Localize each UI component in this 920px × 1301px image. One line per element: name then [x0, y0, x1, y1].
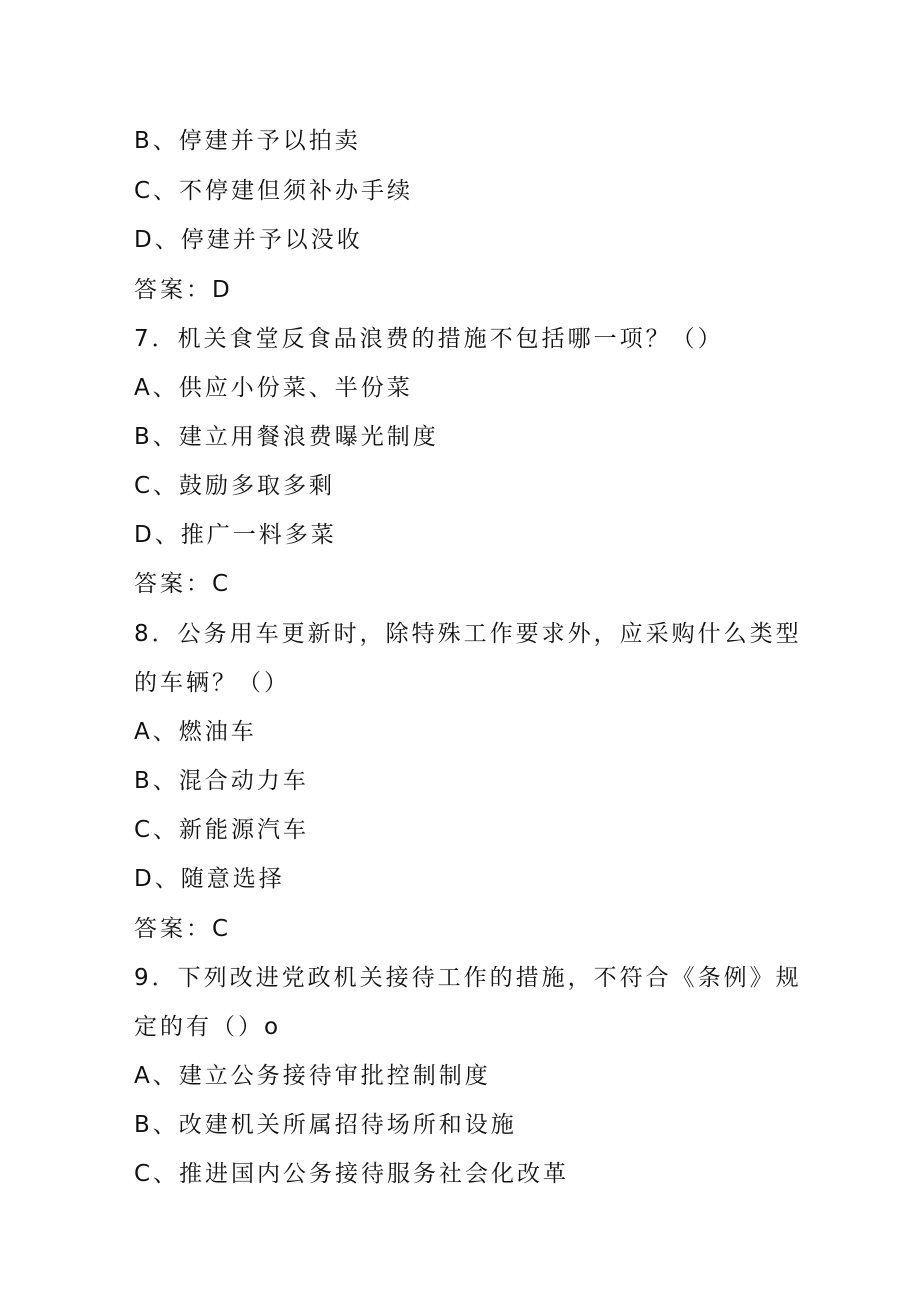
- q8-question-line1: 8．公务用车更新时，除特殊工作要求外，应采购什么类型: [134, 621, 802, 647]
- q7-answer: 答案：C: [134, 571, 232, 597]
- q8-question-line2: 的车辆？（）: [134, 670, 290, 696]
- q9-option-a: A、建立公务接待审批控制制度: [134, 1063, 491, 1089]
- q7-option-b: B、建立用餐浪费曝光制度: [134, 424, 439, 450]
- q8-answer: 答案：C: [134, 916, 232, 942]
- q9-option-b: B、改建机关所属招待场所和设施: [134, 1112, 517, 1138]
- q6-option-d: D、停建并予以没收: [134, 227, 363, 253]
- q7-option-a: A、供应小份菜、半份菜: [134, 375, 413, 401]
- q7-option-d: D、推广一料多菜: [134, 522, 337, 548]
- q8-option-b: B、混合动力车: [134, 768, 309, 794]
- q7-question: 7．机关食堂反食品浪费的措施不包括哪一项？（）: [134, 326, 724, 352]
- q6-option-b: B、停建并予以拍卖: [134, 128, 361, 154]
- q8-option-c: C、新能源汽车: [134, 817, 310, 843]
- q7-option-c: C、鼓励多取多剩: [134, 473, 336, 499]
- q6-option-c: C、不停建但须补办手续: [134, 178, 414, 204]
- q9-option-c: C、推进国内公务接待服务社会化改革: [134, 1161, 570, 1187]
- q8-option-d: D、随意选择: [134, 866, 285, 892]
- q9-question-line2: 定的有（）o: [134, 1014, 282, 1040]
- q8-option-a: A、燃油车: [134, 719, 257, 745]
- q6-answer: 答案：D: [134, 277, 233, 303]
- q9-question-line1: 9．下列改进党政机关接待工作的措施，不符合《条例》规: [134, 965, 802, 991]
